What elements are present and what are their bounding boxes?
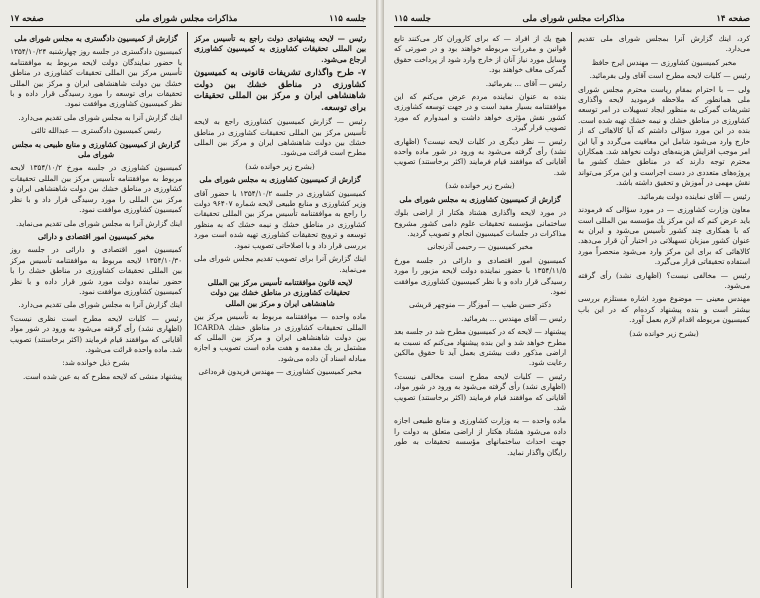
paragraph: پيشنهاد منشى كه لايحه مطرح كه به عين شده است.	[22, 371, 182, 381]
paragraph: اينك گزارش آنرا براى تصويب تقديم مجلس شوراى ملى مى‌نمايد.	[194, 254, 366, 274]
paragraph: رئيس — آقاى ... بفرمائيد.	[485, 78, 566, 88]
paragraph: در مورد لايحه واگذارى هشتاد هكتار از اراضى بلوك ساختمانى مؤسسه تحقيقات علوم دامى كشور مشروح مذاكرات در جلسات كميسيون انجام و تصويب گرديد.	[394, 208, 566, 238]
right-page-session: جلسه ۱۱۵	[394, 14, 431, 24]
paragraph: رئيس — مخالفى نيست؟ (اظهارى نشد) رأى گرفته مى‌شود.	[578, 270, 750, 290]
left-page-column-right	[194, 34, 366, 590]
right-page-number: صفحه ۱۴	[716, 14, 750, 24]
paragraph: ماده واحده — موافقتنامه مربوط به تأسيس مركز بين المللى تحقيقات كشاورزى در مناطق خشك ICARDA بين دولت شاهنشاهى ايران و مركز بين المللى كه مشتمل بر يك مقدمه و هفت ماده است تصويب و اجازه مبادله اسناد آن داده مى‌شود.	[194, 312, 366, 363]
left-page-title: مذاكرات مجلس شوراى ملى	[135, 14, 238, 24]
right-page-column-left	[394, 34, 566, 590]
paragraph: رئيس — نظر ديگرى در كليات لايحه نيست؟ (اظهارى نشد) رأى گرفته مى‌شود به ورود در شور ماده واحده آقايانى كه موافقند قيام فرمايند (اكثر برخاستند) تصويب شد.	[394, 136, 566, 177]
paragraph: كميسيون كشاورزى در جلسه مورخ ۱۳۵۴/۱۰/۲ لايحه مربوط به موافقتنامه تأسيس مركز بين المللى تحقيقات كشاورزى در مناطق خشك بين دولت شاهنشاهى ايران و مركز بين المللى را مورد رسيدگى قرار داد و با نظر كميسيون كشاورزى موافقت نمود.	[10, 163, 182, 215]
paragraph: (بشرح زير خوانده شد)	[629, 328, 699, 338]
paragraph: رئيس — گزارش كميسيون كشاورزى راجع به لايحه تأسيس مركز بين المللى تحقيقات كشاورزى در مناطق خشك بين دولت شاهنشاهى ايران و مركز بين المللى مطرح است قرائت مى‌شود.	[194, 117, 366, 158]
paragraph: اينك گزارش آنرا به مجلس شوراى ملى تقديم مى‌دارد.	[18, 112, 182, 122]
section-heading: ۷- طرح واگذارى تشريفات قانونى به كميسيون كشاورزى در مناطق خشك بين دولت شاهنشاهى ايران و مركز بين المللى تحقيقات براى توسعه.	[194, 68, 366, 113]
paragraph: اينك گزارش آنرا به مجلس شوراى ملى تقديم مى‌دارد.	[18, 300, 182, 310]
report-heading: گزارش از كميسيون كشاورزى و منابع طبيعى به مجلس شوراى ملى	[12, 139, 180, 160]
bill-title: لايحه قانون موافقتنامه تأسيس مركز بين المللى تحقيقات كشاورزى در مناطق خشك بين دولت شاهنشاهى ايران و مركز بين المللى	[207, 277, 353, 308]
paragraph: رئيس — آقاى نماينده دولت بفرمائيد.	[637, 191, 750, 201]
signature-line: دكتر حسن طيب — آموزگار — منوچهر قريشى	[409, 300, 551, 310]
right-page	[384, 0, 760, 598]
report-heading: گزارش از كميسيون كشاورزى به مجلس شوراى ملى	[399, 194, 561, 204]
paragraph: رئيس — كليات لايحه مطرح است نظرى نيست؟ (اظهارى نشد) رأى گرفته مى‌شود به ورود در شور مواد آقايانى كه موافقند قيام فرمايند (اكثر برخاستند) تصويب شد. ماده واحده قرائت مى‌شود.	[10, 313, 182, 354]
paragraph: معاون وزارت كشاورزى — در مورد سؤالى كه فرمودند بايد عرض كنم كه اين مركز يك مؤسسه بين المللى است كه با همكارى چند كشور تأسيس مى‌شود و ايران به عنوان كشور ميزبان تسهيلاتى در اختيار آن قرار مى‌دهد. كالاهائى كه براى اين مركز وارد مى‌شود منحصراً مورد استفاده تحقيقاتى قرار مى‌گيرد.	[578, 205, 750, 267]
paragraph: رئيس — كليات لايحه مطرح است آقاى ولى بفرمائيد.	[589, 71, 750, 81]
report-heading: گزارش از كميسيون دادگسترى به مجلس شوراى ملى	[14, 34, 178, 43]
paragraph: رئيس — لايحه پيشنهادى دولت راجع به تأسيس مركز بين المللى تحقيقات كشاورزى به كميسيون كشاورزى ارجاع مى‌شود.	[194, 34, 366, 64]
paragraph: رئيس — آقاى مهندس ... بفرمائيد.	[461, 313, 566, 323]
paragraph: مهندس معينى — موضوع مورد اشاره مستلزم بررسى بيشتر است و بنده پيشنهاد كرده‌ام كه در اين باب كميسيون مربوطه اقدام لازم بعمل آورد.	[578, 294, 750, 325]
paragraph: بنده به عنوان نماينده مردم عرض مى‌كنم كه اين موافقتنامه بسيار مفيد است و در جهت توسعه كشاورزى كشور نقش مؤثرى خواهد داشت و اميدوارم كه مورد تصويب قرار گيرد.	[394, 92, 566, 133]
paragraph: (بشرح زير خوانده شد)	[245, 161, 315, 171]
paragraph: كميسيون امور اقتصادى و دارائى در جلسه روز ۱۳۵۴/۱۰/۳۰ لايحه مربوط به موافقتنامه تأسيس مركز بين المللى تحقيقات كشاورزى در مناطق خشك را با حضور نماينده دولت مورد شور قرار داده و با نظر كميسيون كشاورزى موافقت نمود.	[10, 245, 182, 296]
paragraph: كميسيون امور اقتصادى و دارائى در جلسه مورخ ۱۳۵۴/۱۱/۵ با حضور نماينده دولت لايحه مزبور را مورد رسيدگى قرار داده و با نظر كميسيون كشاورزى موافقت نمود.	[394, 255, 566, 296]
paragraph: رئيس — كليات لايحه مطرح است مخالفى نيست؟ (اظهارى نشد) رأى گرفته مى‌شود به ورود در شور مواد، آقايانى كه موافقند قيام فرمايند (اكثر برخاستند) تصويب شد.	[394, 371, 566, 412]
left-page-header	[10, 8, 366, 27]
paragraph: ماده واحده — به وزارت كشاورزى و منابع طبيعى اجازه داده مى‌شود هشتاد هكتار از اراضى متعلق به دولت را جهت احداث ساختمانهاى مؤسسه تحقيقات به طور رايگان واگذار نمايد.	[394, 416, 566, 457]
paragraph: (بشرح زير خوانده شد)	[445, 181, 515, 191]
paragraph: هيچ يك از افراد — كه براى كاروران كار مى‌كنند تابع قوانين و مقررات مربوطه خواهند بود و در صورتى كه وسايل مورد نياز آنان از خارج وارد شود از پرداخت حقوق گمركى معاف خواهند بود.	[394, 34, 566, 75]
signature-line: مخبر كميسيون — رحيمى آذرنجانى	[427, 242, 533, 252]
left-page-column-left	[10, 34, 182, 590]
paragraph: ولى — با احترام بمقام رياست محترم مجلس شوراى ملى همانطور كه ملاحظه فرموديد لايحه واگذارى تشريفات گمركى به منظور ايجاد تسهيلات در امر توسعه كشاورزى در مناطق خشك و نيمه خشك تهيه شده است. بنده در اين مورد سؤالى داشتم كه آيا كالاهائى كه از خارج وارد مى‌شود شامل اين معافيت مى‌گردد و آيا اين امر موجب افزايش هزينه‌هاى دولت نخواهد شد. همكاران محترم توجه دارند كه در مناطق خشك كشور ما پروژه‌هاى متعددى در دست اجراست و اين مركز مى‌تواند نقش مهمى در آموزش و تحقيق داشته باشد.	[578, 84, 750, 188]
book-gutter	[376, 0, 384, 598]
right-page-header	[394, 8, 750, 27]
report-heading: مخبر كميسيون امور اقتصادى و دارائى	[37, 231, 155, 241]
left-page	[0, 0, 376, 598]
right-page-column-right	[578, 34, 750, 590]
paragraph: پيشنهاد — لايحه كه در كميسيون مطرح شد در جلسه بعد مطرح خواهد شد و اين بنده پيشنهاد مى‌كنم كه نسبت به اراضى مذكور دقت بيشترى بعمل آيد تا حقوق مالكين رعايت شود.	[394, 327, 566, 368]
paragraph: كرد، اينك گزارش آنرا بمجلس شوراى ملى تقديم مى‌دارد.	[578, 34, 750, 54]
signature-line: رئيس كميسيون دادگسترى — عبدالله ثالثى	[31, 126, 161, 136]
signature-line: مخبر كميسيون كشاورزى — مهندس فريدون قره‌داغى	[198, 367, 362, 377]
paragraph: كميسيون كشاورزى در جلسه ۱۳۵۴/۱۰/۲ با حضور آقاى وزير كشاورزى و منابع طبيعى لايحه شماره ۹۶۴۰۷ دولت را راجع به موافقتنامه تأسيس مركز بين المللى تحقيقات كشاورزى در مناطق خشك و نيمه خشك كه به منظور توسعه و ترويج تحقيقات كشاورزى تهيه شده است مورد بررسى قرار داد و با اصلاحاتى تصويب نمود.	[194, 188, 366, 250]
left-page-number: صفحه ۱۷	[10, 14, 44, 24]
right-page-title: مذاكرات مجلس شوراى ملى	[522, 14, 625, 24]
report-heading: گزارش از كميسيون كشاورزى به مجلس شوراى ملى	[199, 175, 361, 185]
left-page-session: جلسه ۱۱۵	[329, 14, 366, 24]
paragraph: كميسيون دادگسترى در جلسه روز چهارشنبه ۱۳۵۴/۱۰/۲۴ با حضور نمايندگان دولت لايحه مربوط به موافقتنامه تأسيس مركز بين المللى تحقيقات كشاورزى در مناطق خشك بين دولت شاهنشاهى ايران و مركز بين المللى تحقيقات براى توسعه را مورد رسيدگى قرار داده و با نظر كميسيون كشاورزى موافقت نمود.	[10, 47, 182, 109]
paragraph: بشرح ذيل خوانده شد:	[62, 358, 130, 368]
paragraph: اينك گزارش آنرا به مجلس شوراى ملى تقديم مى‌نمايد.	[16, 218, 182, 228]
column-divider	[571, 32, 572, 588]
column-divider	[187, 32, 188, 588]
signature-line: مخبر كميسيون كشاورزى — مهندس ايرج حافظ	[591, 57, 737, 67]
